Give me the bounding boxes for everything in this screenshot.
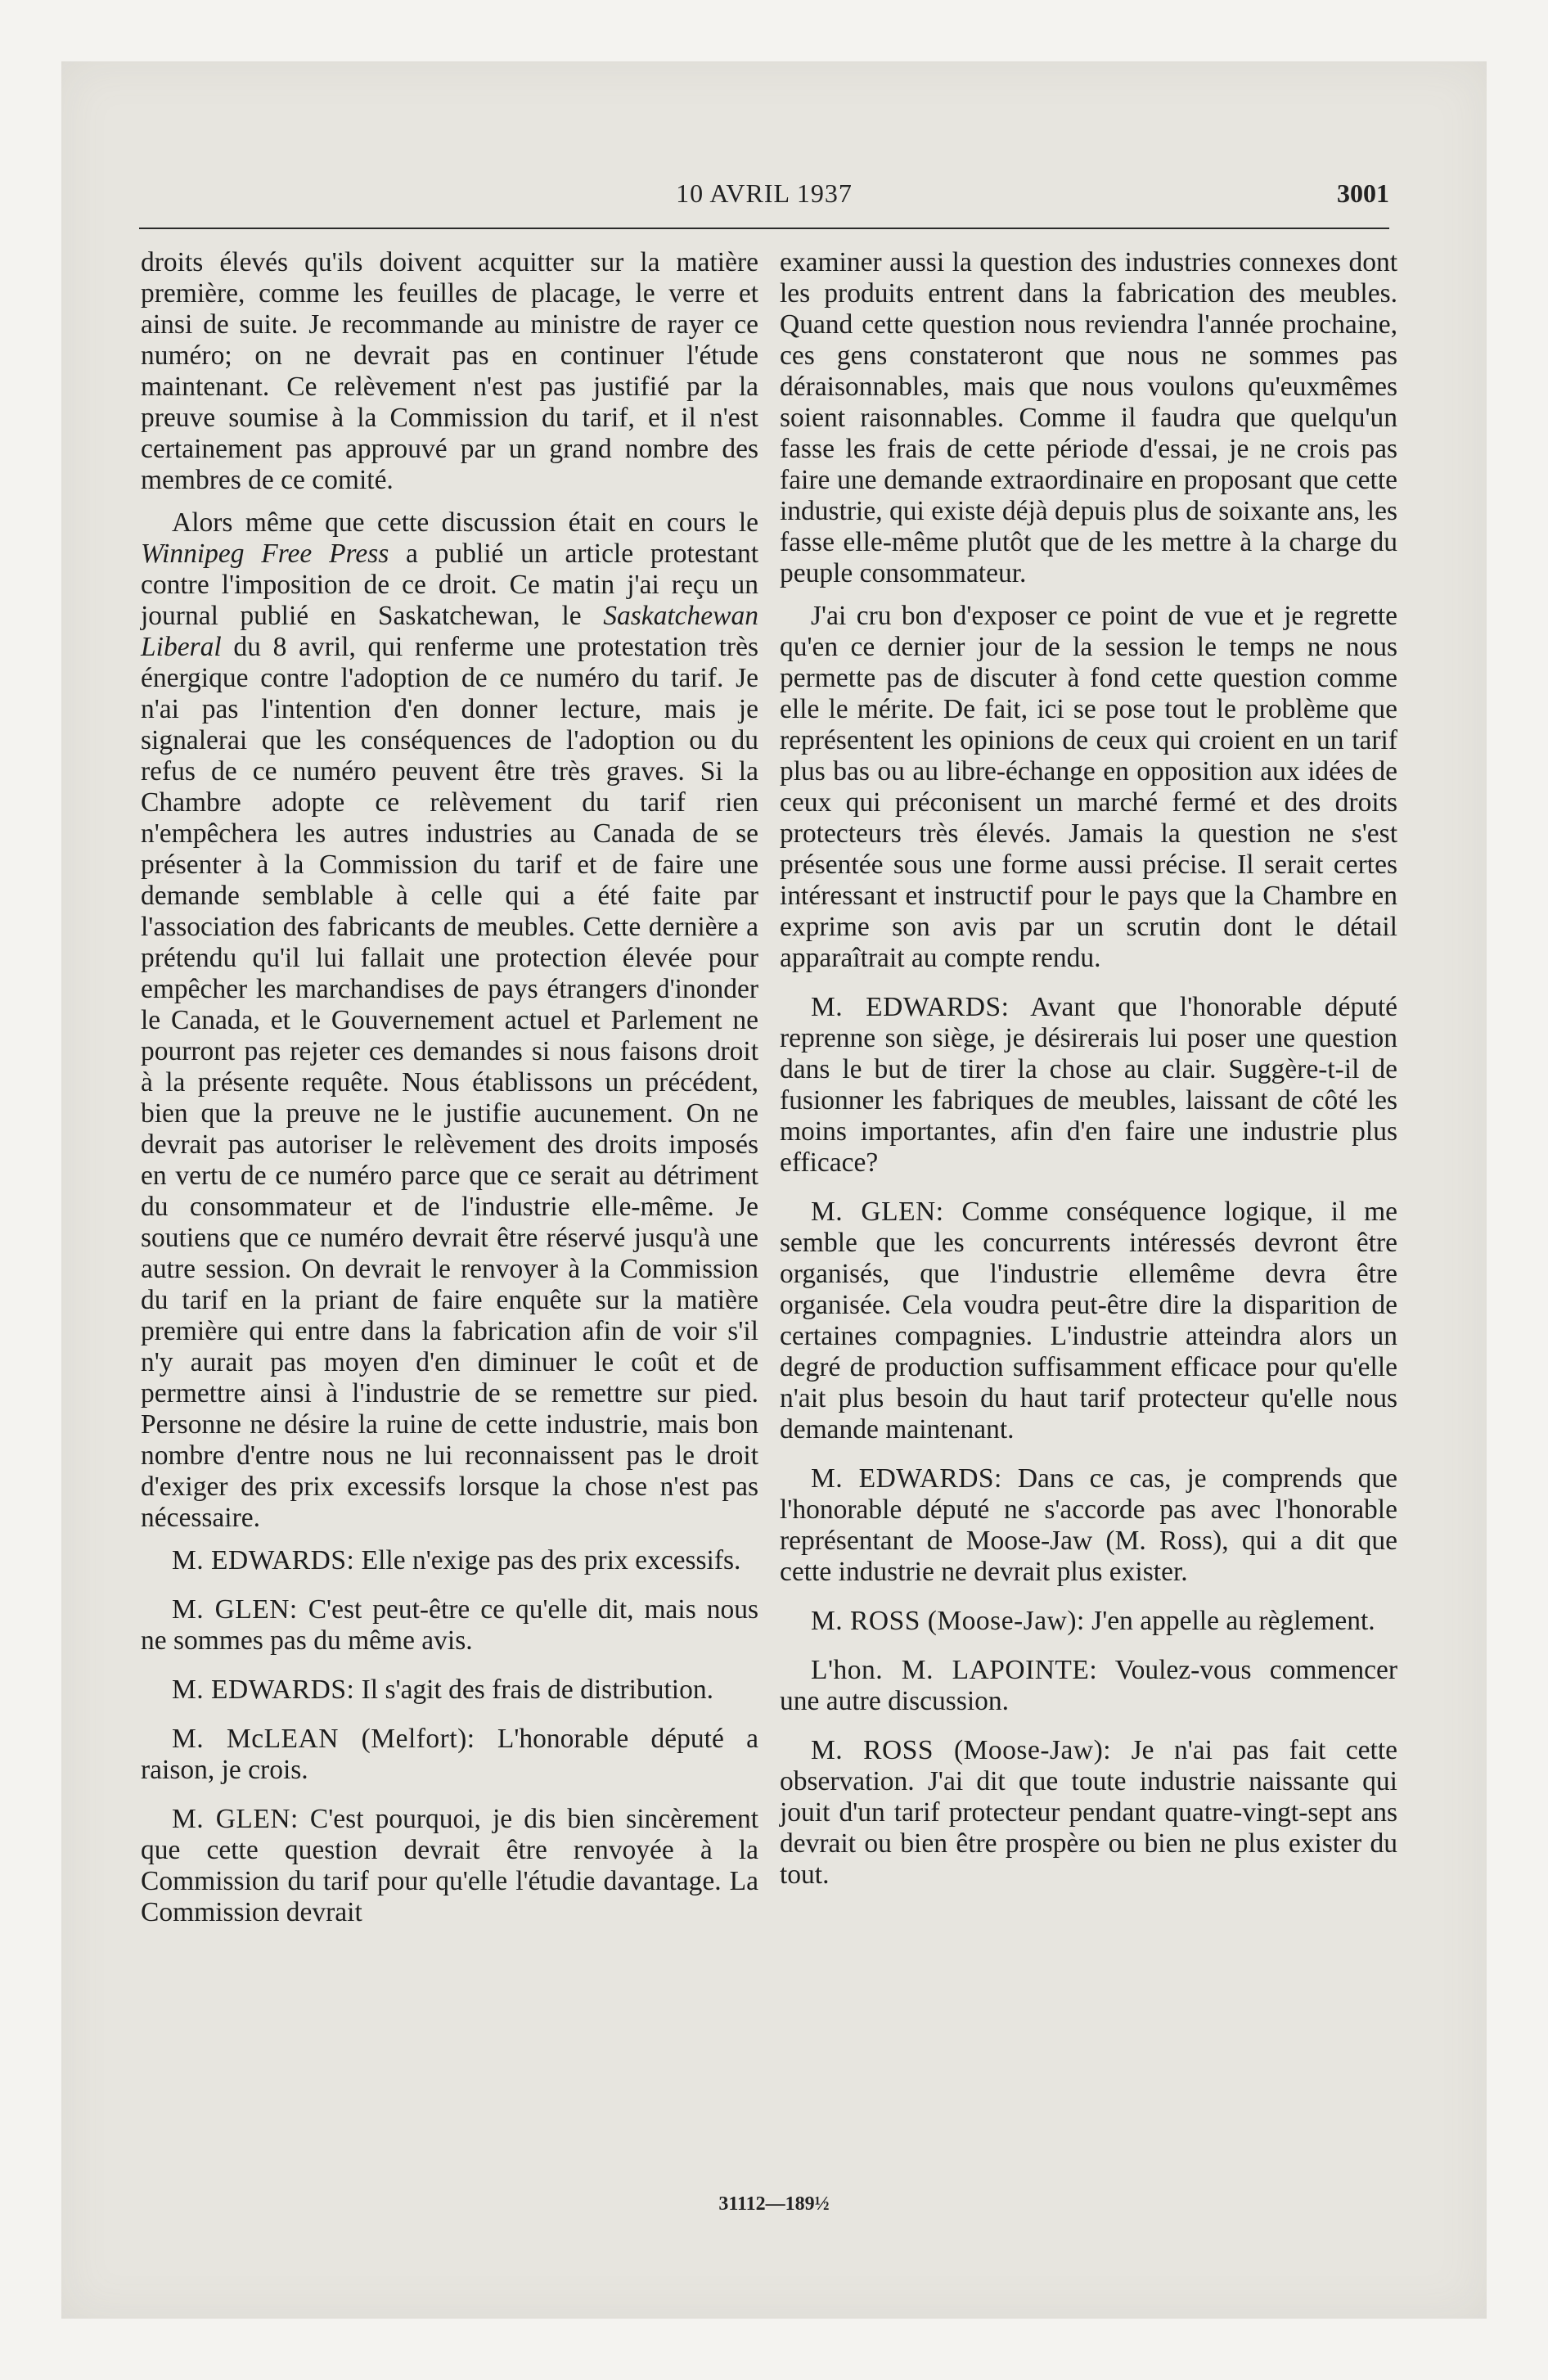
speech-text: Avant que l'honorable député reprenne son siège, je désirerais lui poser une question dans le but de tirer la chose au clair. Suggère-t-il de fusionner les fabriques de meubles, laissant de côté les moins importantes, afin d'en faire une industrie plus efficace? bbox=[780, 992, 1397, 1178]
speech bbox=[780, 1463, 1397, 1588]
speech-text: Il s'agit des frais de distribution. bbox=[354, 1675, 713, 1705]
right-column bbox=[780, 247, 1397, 1909]
speech-text: C'est pourquoi, je dis bien sincèrement que cette question devrait être renvoyée à la Commission du tarif pour qu'elle l'étudie davantage. La Commission devrait bbox=[141, 1804, 759, 1927]
speaker-name: M. EDWARDS: bbox=[172, 1545, 355, 1575]
print-code: 31112—189½ bbox=[718, 2193, 830, 2215]
paragraph bbox=[141, 507, 758, 1534]
header-date: 10 AVRIL 1937 bbox=[676, 178, 853, 208]
speaker-name: M. GLEN: bbox=[811, 1197, 944, 1227]
speech-text: J'en appelle au règlement. bbox=[1084, 1606, 1375, 1636]
speech-text: Je n'ai pas fait cette observation. J'ai dit que toute industrie naissante qui jouit d'un tarif protecteur pendant quatre-vingt-sept ans devrait ou bien être prospère ou bien ne plus exister du tout. bbox=[780, 1735, 1398, 1890]
speaker-name: M. GLEN: bbox=[172, 1594, 298, 1625]
paragraph-text: du 8 avril, qui renferme une protestation très énergique contre l'adoption de ce numéro du tarif. Je n'ai pas l'intention d'en donner lecture, mais je signalerai que les conséquences de l'adoption ou du refus de ce numéro peuvent être très graves. Si la Chambre adopte ce relèvement du tarif rien n'empêchera les autres industries au Canada de se présenter à la Commission du tarif et de faire une demande semblable à celle qui a été faite par l'association des fabricants de meubles. Cette dernière a prétendu qu'il lui fallait une protection élevée pour empêcher les marchandises de pays étrangers d'inonder le Canada, et le Gouvernement actuel et Parlement ne pourront pas rejeter ces demandes si nous faisons droit à la présente requête. Nous établissons un précédent, bien que la preuve ne le justifie aucunement. On ne devrait pas autoriser le relèvement des droits imposés en vertu de ce numéro parce que ce serait au détriment du consommateur et de l'industrie elle-même. Je soutiens que ce numéro devrait être réservé jusqu'à une autre session. On devrait le renvoyer à la Commission du tarif en la priant de faire enquête sur la matière première qui entre dans la fabrication afin de voir s'il n'y aurait pas moyen d'en diminuer le coût et de permettre ainsi à l'industrie de se remettre sur pied. Personne ne désire la ruine de cette industrie, mais bon nombre d'entre nous ne lui reconnaissent pas le droit d'exiger des prix excessifs lorsque la chose n'est pas nécessaire. bbox=[141, 632, 758, 1533]
paragraph-text: a publié un article protestant contre l'imposition de ce droit. Ce matin j'ai reçu un journal publié en Saskatchewan, le bbox=[141, 539, 758, 631]
speech bbox=[780, 1655, 1397, 1717]
speech bbox=[141, 1545, 758, 1576]
left-column bbox=[141, 247, 758, 1946]
paragraph-text: examiner aussi la question des industries connexes dont les produits entrent dans la fabrication des meubles. Quand cette question nous reviendra l'année prochaine, ces gens constateront que nous ne sommes pas déraisonnables, mais que nous voulons qu'euxmêmes soient raisonnables. Comme il faudra que quelqu'un fasse les frais de cette période d'essai, je ne crois pas faire une demande extraordinaire en proposant que cette industrie, qui existe déjà depuis plus de soixante ans, les fasse elle-même plutôt que de les mettre à la charge du peuple consommateur. bbox=[780, 247, 1397, 588]
paragraph bbox=[780, 247, 1397, 589]
speech-text: Comme conséquence logique, il me semble que les concurrents intéressés devront être organisés, que l'industrie ellemême devra être organisée. Cela voudra peut-être dire la disparition de certaines compagnies. L'industrie atteindra alors un degré de production suffisamment efficace pour qu'elle n'ait plus besoin du haut tarif protecteur qu'elle nous demande maintenant. bbox=[780, 1197, 1398, 1445]
page-header bbox=[139, 178, 1389, 211]
speech-text: Voulez-vous commencer une autre discussion. bbox=[780, 1655, 1397, 1716]
paragraph bbox=[141, 247, 758, 496]
speaker-name: L'hon. M. LAPOINTE: bbox=[811, 1655, 1098, 1685]
speech-text: L'honorable député a raison, je crois. bbox=[141, 1724, 758, 1785]
speech bbox=[141, 1804, 758, 1928]
speech bbox=[780, 1197, 1397, 1445]
paragraph-text: J'ai cru bon d'exposer ce point de vue et je regrette qu'en ce dernier jour de la session le temps ne nous permette pas de discuter à fond cette question comme elle le mérite. De fait, ici se pose tout le problème que représentent les opinions de ceux qui croient en un tarif plus bas ou au libre-échange en opposition aux idées de ceux qui préconisent un marché fermé et des droits protecteurs très élevés. Jamais la question ne s'est présentée sous une forme aussi précise. Il serait certes intéressant et instructif pour le pays que la Chambre en exprime son avis par un scrutin dont le détail apparaîtrait au compte rendu. bbox=[780, 601, 1397, 973]
speaker-name: M. EDWARDS: bbox=[172, 1675, 355, 1705]
speech-text: Dans ce cas, je comprends que l'honorable député ne s'accorde pas avec l'honorable représentant de Moose-Jaw (M. Ross), qui a dit que cette industrie ne devrait plus exister. bbox=[780, 1463, 1397, 1587]
page-number: 3001 bbox=[1337, 178, 1389, 208]
speech bbox=[780, 1735, 1397, 1891]
paragraph bbox=[780, 601, 1397, 974]
newspaper-title: Saskatchewan Liberal bbox=[141, 601, 758, 662]
speaker-name: M. GLEN: bbox=[172, 1804, 299, 1834]
paragraph-text: Alors même que cette discussion était en cours le bbox=[172, 507, 758, 538]
speaker-name: M. ROSS (Moose-Jaw): bbox=[811, 1606, 1085, 1636]
paragraph-text: droits élevés qu'ils doivent acquitter sur la matière première, comme les feuilles de placage, le verre et ainsi de suite. Je recommande au ministre de rayer ce numéro; on ne devrait pas en continuer l'étude maintenant. Ce relèvement n'est pas justifié par la preuve soumise à la Commission du tarif, et il n'est certainement pas approuvé par un grand nombre des membres de ce comité. bbox=[141, 247, 758, 495]
speech-text: C'est peut-être ce qu'elle dit, mais nous ne sommes pas du même avis. bbox=[141, 1594, 758, 1656]
speech bbox=[780, 992, 1397, 1179]
speech bbox=[141, 1724, 758, 1786]
speech bbox=[780, 1606, 1397, 1637]
header-rule bbox=[139, 228, 1389, 229]
speaker-name: M. McLEAN (Melfort): bbox=[172, 1724, 475, 1754]
newspaper-title: Winnipeg Free Press bbox=[141, 539, 389, 569]
speaker-name: M. ROSS (Moose-Jaw): bbox=[811, 1735, 1112, 1765]
speaker-name: M. EDWARDS: bbox=[811, 1463, 1002, 1494]
speaker-name: M. EDWARDS: bbox=[811, 992, 1010, 1022]
speech bbox=[141, 1675, 758, 1706]
speech bbox=[141, 1594, 758, 1657]
speech-text: Elle n'exige pas des prix excessifs. bbox=[354, 1545, 741, 1575]
